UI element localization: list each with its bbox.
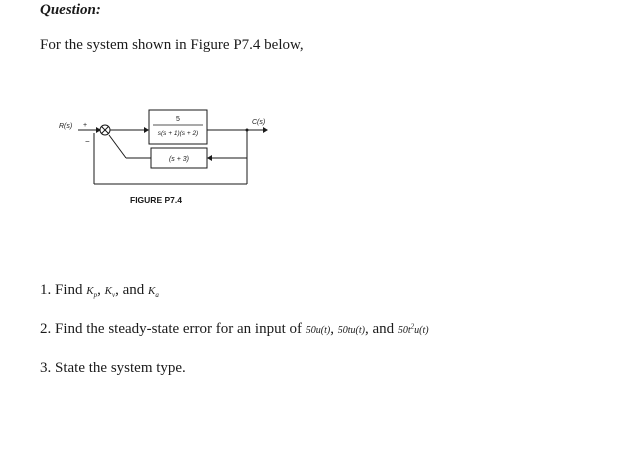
feedback-to-junction-diagonal (109, 135, 126, 158)
summing-junction (100, 125, 110, 135)
plus-sign: + (83, 122, 88, 129)
input-label: R(s) (59, 123, 73, 130)
feedback-block-label: (s + 3) (168, 156, 190, 163)
output-arrowhead (263, 127, 268, 133)
item-1-text: Find (55, 282, 83, 298)
question-item-3 (40, 360, 186, 377)
ka-symbol: $K_a$ (147, 285, 159, 300)
kp-symbol: $K_p$ (86, 285, 98, 300)
input-ramp: 50tu(t) (337, 325, 365, 336)
block-diagram-svg (40, 100, 340, 210)
output-label: C(s) (252, 119, 266, 126)
question-title: Question: (40, 2, 101, 18)
forward-numerator: 5 (176, 116, 180, 123)
block-diagram (40, 100, 340, 215)
item-2-sep-2: , and (364, 321, 395, 337)
input-parabola: $50t^2u(t)$ (397, 322, 429, 336)
question-item-1 (40, 282, 159, 299)
item-3-text: State the system type. (55, 360, 186, 376)
figure-caption: FIGURE P7.4 (130, 195, 182, 205)
item-1-number: 1. (40, 282, 52, 298)
feedback-arrowhead (207, 155, 212, 161)
item-2-text: Find the steady-state error for an input of (55, 321, 303, 337)
kv-symbol: $K_v$ (104, 285, 116, 300)
input-step: 50u(t) (305, 325, 331, 336)
item-1-sep-2: , and (115, 282, 145, 298)
forward-arrowhead (144, 127, 149, 133)
item-1-sep-1: , (97, 282, 101, 298)
item-2-sep-1: , (330, 321, 334, 337)
question-intro: For the system shown in Figure P7.4 below, (40, 37, 304, 53)
question-item-2 (40, 321, 429, 338)
forward-denominator: s(s + 1)(s + 2) (157, 130, 199, 137)
minus-sign: − (85, 137, 90, 146)
item-2-number: 2. (40, 321, 52, 337)
item-3-number: 3. (40, 360, 52, 376)
